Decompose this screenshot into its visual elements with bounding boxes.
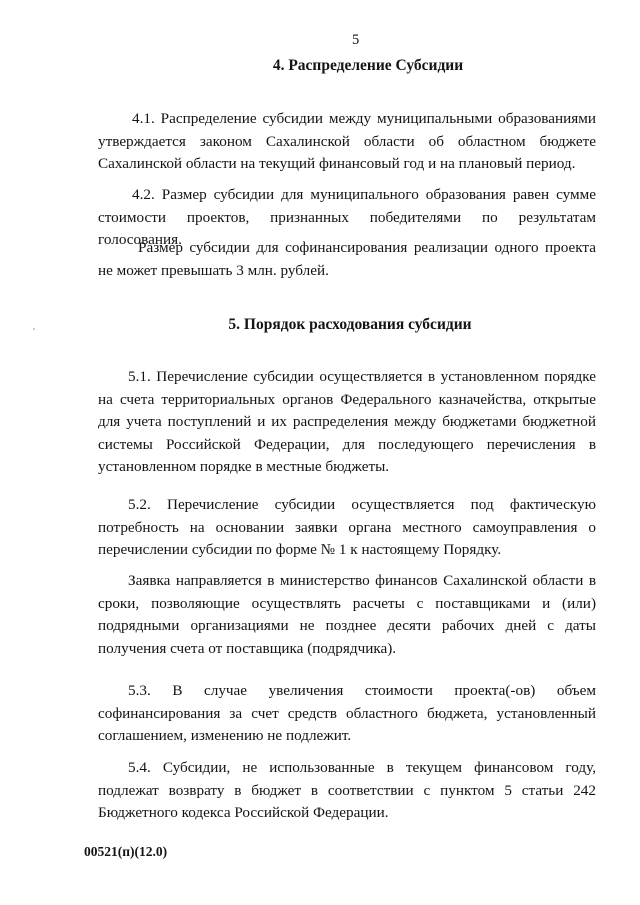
paragraph-4-2: 4.2. Размер субсидии для муниципального образования равен сумме стоимости проектов, признанных победителями по результатам голосования.: [98, 186, 596, 248]
paragraph-subsidy-limit: Размер субсидии для софинансирования реализации одного проекта не может превышать 3 млн. рублей.: [98, 239, 596, 279]
page-number: 5: [352, 32, 360, 48]
paragraph-5-2: 5.2. Перечисление субсидии осуществляется под фактическую потребность на основании заявки органа местного самоуправления о перечислении субсидии по форме № 1 к настоящему Порядку.: [98, 496, 596, 558]
section-4-heading: 4. Распределение Субсидии: [272, 57, 464, 74]
paragraph-application: Заявка направляется в министерство финансов Сахалинской области в сроки, позволяющие осуществлять расчеты с поставщиками и (или) подрядными организациями не позднее десяти рабочих дней с даты получения счета от поставщика (подрядчика).: [98, 572, 596, 657]
section-5-heading: 5. Порядок расходования субсидии: [228, 316, 472, 333]
paragraph-4-1: 4.1. Распределение субсидии между муниципальными образованиями утверждается законом Сахалинской области об областном бюджете Сахалинской области на текущий финансовый год и на плановый период.: [98, 110, 596, 172]
paragraph-5-3: 5.3. В случае увеличения стоимости проекта(-ов) объем софинансирования за счет средств областного бюджета, установленный соглашением, изменению не подлежит.: [98, 682, 596, 744]
document-code: 00521(п)(12.0): [84, 844, 168, 859]
paragraph-5-4: 5.4. Субсидии, не использованные в текущем финансовом году, подлежат возврату в бюджет в соответствии с пунктом 5 статьи 242 Бюджетного кодекса Российской Федерации.: [98, 759, 596, 821]
paragraph-5-1: 5.1. Перечисление субсидии осуществляется в установленном порядке на счета территориальных органов Федерального казначейства, открытые для учета поступлений и их распределения между бюджетами бюджетной системы Российской Федерации, для последующего перечисления в установленном порядке в местные бюджеты.: [98, 368, 596, 475]
